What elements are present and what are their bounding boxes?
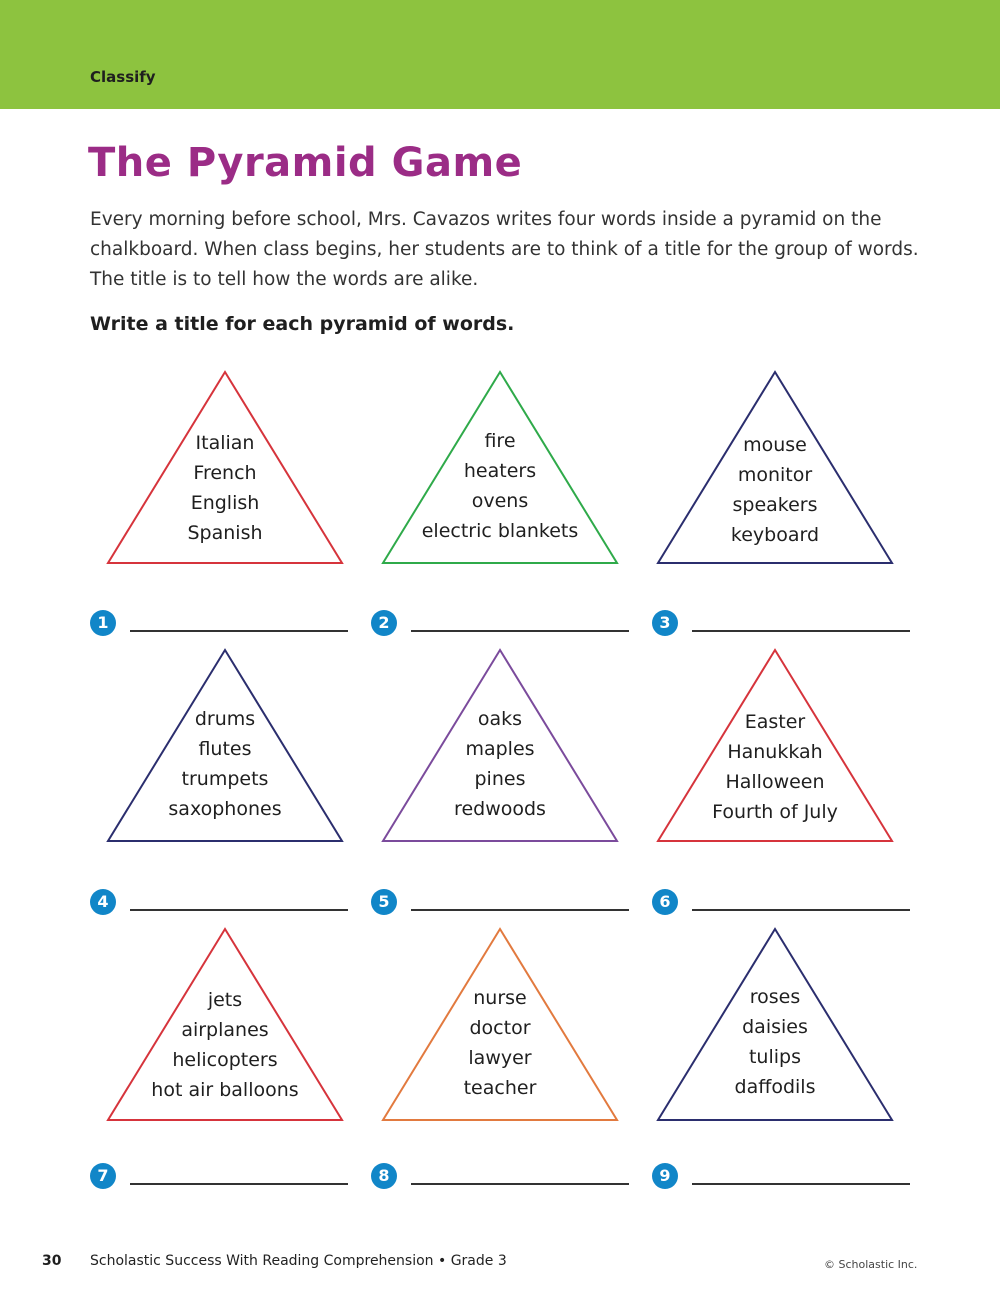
word: teacher xyxy=(463,1077,537,1099)
answer-line[interactable] xyxy=(130,909,348,911)
answer-9 xyxy=(652,1163,912,1193)
answer-2 xyxy=(371,610,631,640)
word-list xyxy=(655,707,895,827)
word: pines xyxy=(474,768,526,790)
word: flutes xyxy=(198,738,252,760)
number-badge: 2 xyxy=(371,610,397,636)
word: ovens xyxy=(471,490,529,512)
pyramid-3 xyxy=(655,370,895,570)
word: heaters xyxy=(463,460,537,482)
copyright: © Scholastic Inc. xyxy=(824,1258,918,1271)
word: helicopters xyxy=(172,1049,278,1071)
word: saxophones xyxy=(168,798,282,820)
number-badge: 5 xyxy=(371,889,397,915)
answer-7 xyxy=(90,1163,350,1193)
word: fire xyxy=(484,430,516,452)
answer-1 xyxy=(90,610,350,640)
pyramid-6 xyxy=(655,648,895,848)
word-list xyxy=(380,704,620,824)
word: daffodils xyxy=(734,1076,816,1098)
answer-line[interactable] xyxy=(411,630,629,632)
book-title: Scholastic Success With Reading Comprehension • Grade 3 xyxy=(90,1253,507,1269)
answer-line[interactable] xyxy=(411,909,629,911)
word: speakers xyxy=(732,494,818,516)
number-badge: 9 xyxy=(652,1163,678,1189)
word: maples xyxy=(465,738,535,760)
pyramid-9 xyxy=(655,927,895,1127)
number-badge: 1 xyxy=(90,610,116,636)
answer-3 xyxy=(652,610,912,640)
word: hot air balloons xyxy=(151,1079,299,1101)
word: drums xyxy=(194,708,256,730)
section-label: Classify xyxy=(90,68,156,86)
page-number: 30 xyxy=(42,1253,62,1269)
word: Italian xyxy=(195,432,255,454)
pyramid-5 xyxy=(380,648,620,848)
number-badge: 6 xyxy=(652,889,678,915)
pyramid-2 xyxy=(380,370,620,570)
answer-line[interactable] xyxy=(692,909,910,911)
answer-6 xyxy=(652,889,912,919)
word: French xyxy=(193,462,257,484)
pyramid-4 xyxy=(105,648,345,848)
page-title: The Pyramid Game xyxy=(88,140,523,186)
number-badge: 3 xyxy=(652,610,678,636)
word-list xyxy=(380,983,620,1103)
word: electric blankets xyxy=(421,520,579,542)
word: roses xyxy=(749,986,801,1008)
instruction: Write a title for each pyramid of words. xyxy=(90,313,515,335)
intro-paragraph: Every morning before school, Mrs. Cavazos writes four words inside a pyramid on the chalkboard. When class begins, her students are to think of a title for the group of words. The title is to tell how the words are alike. xyxy=(90,209,919,290)
answer-line[interactable] xyxy=(692,630,910,632)
word-list xyxy=(380,426,620,546)
word: keyboard xyxy=(730,524,820,546)
pyramid-7 xyxy=(105,927,345,1127)
word: redwoods xyxy=(454,798,546,820)
word: English xyxy=(190,492,260,514)
word: Halloween xyxy=(725,771,825,793)
word: monitor xyxy=(737,464,813,486)
answer-8 xyxy=(371,1163,631,1193)
word: tulips xyxy=(748,1046,801,1068)
number-badge: 8 xyxy=(371,1163,397,1189)
number-badge: 4 xyxy=(90,889,116,915)
word: Hanukkah xyxy=(727,741,823,763)
word: daisies xyxy=(742,1016,808,1038)
number-badge: 7 xyxy=(90,1163,116,1189)
word-list xyxy=(655,430,895,550)
pyramid-8 xyxy=(380,927,620,1127)
word: airplanes xyxy=(181,1019,269,1041)
answer-line[interactable] xyxy=(692,1183,910,1185)
word: oaks xyxy=(477,708,523,730)
answer-4 xyxy=(90,889,350,919)
answer-line[interactable] xyxy=(130,630,348,632)
word: jets xyxy=(207,989,243,1011)
word: Spanish xyxy=(187,522,263,544)
word-list xyxy=(105,985,345,1105)
word: trumpets xyxy=(181,768,269,790)
answer-5 xyxy=(371,889,631,919)
word: mouse xyxy=(743,434,807,456)
word-list xyxy=(105,704,345,824)
word: lawyer xyxy=(468,1047,532,1069)
word-list xyxy=(105,428,345,548)
answer-line[interactable] xyxy=(130,1183,348,1185)
word: doctor xyxy=(469,1017,531,1039)
answer-line[interactable] xyxy=(411,1183,629,1185)
word-list xyxy=(655,982,895,1102)
pyramid-1 xyxy=(105,370,345,570)
word: Fourth of July xyxy=(712,801,838,823)
word: nurse xyxy=(473,987,527,1009)
header-band xyxy=(0,0,1000,109)
word: Easter xyxy=(744,711,806,733)
